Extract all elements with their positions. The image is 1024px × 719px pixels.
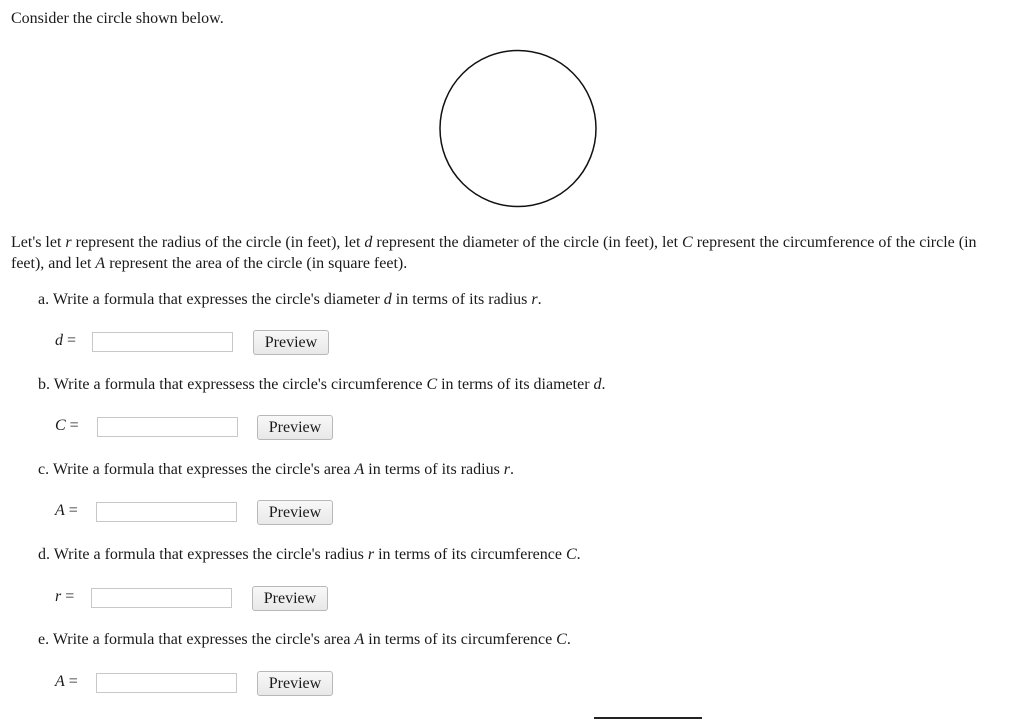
- answer-input-b[interactable]: [97, 417, 238, 437]
- circle-figure: [437, 49, 599, 208]
- var-c: C: [682, 234, 693, 251]
- question-b: b. Write a formula that expressess the circle's circumference C in terms of its diameter d.: [38, 376, 606, 393]
- preview-button-c[interactable]: Preview: [257, 500, 333, 525]
- preview-button-d[interactable]: Preview: [252, 586, 328, 611]
- var-d: d: [364, 234, 373, 251]
- definitions-paragraph: Let's let r represent the radius of the circle (in feet), let d represent the diameter of the circle (in feet), let C represent the circumference of the circle (in feet), and let A represent the area of the circle (in square feet).: [11, 234, 977, 272]
- answer-input-e[interactable]: [96, 673, 237, 693]
- var-r: r: [65, 234, 72, 251]
- preview-button-b[interactable]: Preview: [257, 415, 333, 440]
- preview-button-e[interactable]: Preview: [257, 671, 333, 696]
- answer-label-b: C =: [55, 417, 79, 434]
- answer-input-c[interactable]: [96, 502, 237, 522]
- answer-input-d[interactable]: [91, 588, 232, 608]
- answer-label-a: d =: [55, 332, 77, 349]
- answer-label-c: A =: [55, 502, 78, 519]
- question-d: d. Write a formula that expresses the circle's radius r in terms of its circumference C.: [38, 546, 581, 563]
- answer-label-e: A =: [55, 673, 78, 690]
- question-c: c. Write a formula that expresses the circle's area A in terms of its radius r.: [38, 461, 515, 478]
- circle-shape: [440, 51, 596, 207]
- question-e: e. Write a formula that expresses the circle's area A in terms of its circumference C.: [38, 631, 571, 648]
- answer-label-d: r =: [55, 588, 75, 605]
- preview-button-a[interactable]: Preview: [253, 330, 329, 355]
- intro-text: Consider the circle shown below.: [11, 10, 224, 27]
- var-a: A: [95, 255, 106, 272]
- answer-input-a[interactable]: [92, 332, 233, 352]
- question-a: a. Write a formula that expresses the circle's diameter d in terms of its radius r.: [38, 291, 542, 308]
